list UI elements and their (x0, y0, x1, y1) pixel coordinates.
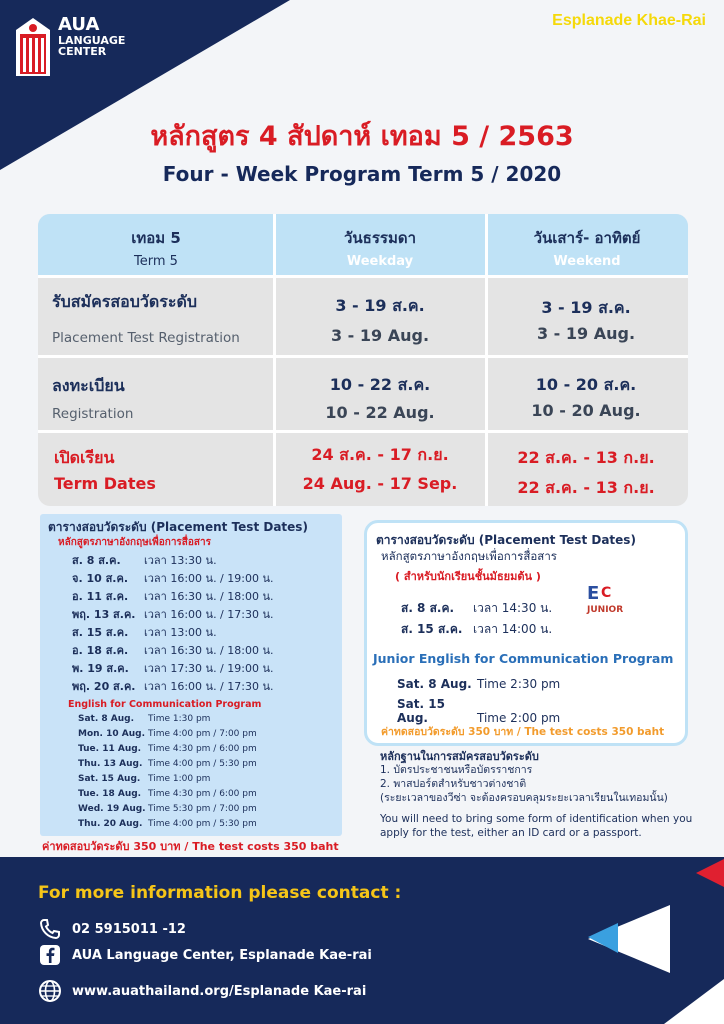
test-date: ส. 15 ส.ค. (401, 622, 463, 636)
test-date: พฤ. 20 ส.ค. (72, 680, 136, 693)
contact-facebook[interactable] (38, 943, 372, 967)
list-item (78, 804, 257, 814)
header-term (38, 214, 274, 276)
test-time: Time 5:30 pm / 7:00 pm (148, 804, 257, 814)
row-label-thai: เปิดเรียน (54, 448, 115, 467)
junior-placement-test-panel (364, 520, 688, 746)
list-item (78, 819, 257, 829)
weekend-value-thai: 10 - 20 ส.ค. (535, 375, 637, 394)
test-date: Sat. 15 Aug. (397, 697, 445, 725)
test-time: Time 4:00 pm / 5:30 pm (148, 819, 257, 829)
weekday-value-thai: 10 - 22 ส.ค. (329, 375, 431, 394)
list-item (72, 551, 217, 569)
list-item (78, 714, 210, 724)
header-weekend-th: วันเสาร์- อาทิตย์ (533, 229, 641, 247)
test-date: ส. 8 ส.ค. (401, 601, 455, 615)
logo-line-3: CENTER (58, 45, 107, 59)
header-weekday (274, 214, 486, 276)
test-date: Wed. 19 Aug. (78, 804, 146, 814)
header-weekday-th: วันธรรมดา (344, 229, 416, 247)
list-item (78, 759, 257, 769)
weekend-value-english: 10 - 20 Aug. (531, 401, 641, 420)
website-url: www.auathailand.org/Esplanade Kae-rai (72, 983, 367, 999)
list-item (78, 729, 257, 739)
test-time: Time 4:30 pm / 6:00 pm (148, 744, 257, 754)
test-time: Time 4:00 pm / 7:00 pm (148, 729, 257, 739)
panel-subheading: หลักสูตรภาษาอังกฤษเพื่อการสื่อสาร (381, 549, 557, 563)
test-date: Thu. 20 Aug. (78, 819, 143, 829)
test-date: ส. 8 ส.ค. (72, 554, 121, 567)
weekend-value-thai: 3 - 19 ส.ค. (541, 298, 631, 317)
panel-audience: ( สำหรับนักเรียนชั้นมัธยมต้น ) (395, 570, 541, 583)
program-label: English for Communication Program (68, 699, 262, 710)
logo-line-2: LANGUAGE (58, 33, 126, 47)
weekday-value-thai: 24 ส.ค. - 17 ก.ย. (311, 445, 449, 464)
row-label-thai: รับสมัครสอบวัดระดับ (52, 292, 197, 311)
test-date: Tue. 18 Aug. (78, 789, 142, 799)
facebook-page: AUA Language Center, Esplanade Kae-rai (72, 947, 372, 963)
test-date: Sat. 8 Aug. (78, 714, 135, 724)
test-date: Sat. 15 Aug. (78, 774, 141, 784)
list-item (72, 623, 217, 641)
phone-icon (38, 917, 62, 941)
program-label: Junior English for Communication Program (373, 651, 674, 666)
requirements-note: You will need to bring some form of identification when you apply for the test, either an ID card or a passport. (380, 813, 693, 839)
schedule-table (38, 214, 688, 506)
list-item (72, 587, 273, 605)
test-date: Tue. 11 Aug. (78, 744, 142, 754)
ec-logo-c: C (601, 585, 612, 601)
list-item (72, 641, 273, 659)
ec-logo-junior: JUNIOR (587, 605, 624, 615)
list-item (78, 789, 257, 799)
requirement-item: 2. พาสปอร์ตสำหรับชาวต่างชาติ (380, 777, 527, 790)
globe-icon (38, 979, 62, 1003)
header-weekday-en: Weekday (346, 254, 414, 269)
test-time: Time 1:00 pm (148, 774, 211, 784)
aua-logo (14, 16, 125, 78)
contact-website[interactable] (38, 979, 366, 1003)
row-label-english: Registration (52, 406, 134, 422)
list-item (72, 677, 273, 695)
weekday-value-english: 10 - 22 Aug. (325, 403, 435, 422)
list-item (78, 774, 210, 784)
header-term-en: Term 5 (134, 254, 178, 269)
test-time: เวลา 13:00 น. (144, 626, 217, 639)
page-title-thai: หลักสูตร 4 สัปดาห์ เทอม 5 / 2563 (150, 121, 574, 152)
row-label-thai: ลงทะเบียน (52, 376, 125, 395)
test-time: เวลา 16:00 น. / 17:30 น. (144, 608, 274, 621)
test-time: Time 4:30 pm / 6:00 pm (148, 789, 257, 799)
test-time: เวลา 16:30 น. / 18:00 น. (144, 644, 274, 657)
ec-junior-logo (583, 577, 639, 627)
test-date: Mon. 10 Aug. (78, 729, 145, 739)
test-fee-note: ค่าทดสอบวัดระดับ 350 บาท / The test costs 350 baht (42, 840, 339, 853)
ec-logo-e: E (587, 583, 600, 604)
facebook-icon (38, 943, 62, 967)
list-item (78, 744, 257, 754)
phone-number: 02 5915011 -12 (72, 921, 186, 937)
weekend-value-english: 22 ส.ค. - 13 ก.ย. (517, 478, 655, 497)
header-weekend (486, 214, 688, 276)
requirement-item: 1. บัตรประชาชนหรือบัตรราชการ (380, 764, 533, 777)
test-date: อ. 18 ส.ค. (72, 644, 129, 657)
test-date: Sat. 8 Aug. (397, 677, 472, 691)
test-time: Time 2:30 pm (477, 677, 561, 691)
test-time: เวลา 16:00 น. / 19:00 น. (144, 572, 274, 585)
footer-heading: For more information please contact : (38, 883, 402, 903)
table-header (38, 214, 688, 276)
test-date: พ. 19 ส.ค. (72, 662, 129, 675)
panel-subheading: หลักสูตรภาษาอังกฤษเพื่อการสื่อสาร (58, 537, 212, 548)
list-item (397, 697, 560, 725)
test-fee-note: ค่าทดสอบวัดระดับ 350 บาท / The test costs 350 baht (381, 726, 665, 738)
requirements-heading: หลักฐานในการสมัครสอบวัดระดับ (380, 750, 539, 763)
row-label-english: Term Dates (54, 474, 156, 493)
list-item (72, 659, 273, 677)
branch-name: Esplanade Khae-Rai (552, 12, 706, 29)
weekend-value-thai: 22 ส.ค. - 13 ก.ย. (517, 448, 655, 467)
weekend-value-english: 3 - 19 Aug. (536, 324, 636, 343)
weekday-value-english: 3 - 19 Aug. (330, 326, 430, 345)
list-item (397, 677, 560, 691)
panel-heading: ตารางสอบวัดระดับ (Placement Test Dates) (376, 533, 636, 547)
test-time: เวลา 14:30 น. (473, 601, 553, 615)
test-time: เวลา 16:30 น. / 18:00 น. (144, 590, 274, 603)
test-date: จ. 10 ส.ค. (72, 572, 129, 585)
divider (38, 275, 688, 278)
panel-heading: ตารางสอบวัดระดับ (Placement Test Dates) (48, 520, 308, 534)
test-time: เวลา 13:30 น. (144, 554, 217, 567)
test-time: เวลา 14:00 น. (473, 622, 553, 636)
decorative-triangles (588, 857, 724, 1024)
test-time: Time 2:00 pm (477, 711, 561, 725)
contact-phone[interactable] (38, 917, 186, 941)
logo-line-1: AUA (58, 14, 100, 35)
divider (38, 355, 688, 358)
row-label-english: Placement Test Registration (52, 330, 240, 346)
list-item (401, 599, 552, 618)
test-time: เวลา 17:30 น. / 19:00 น. (144, 662, 274, 675)
weekday-value-english: 24 Aug. - 17 Sep. (302, 474, 458, 493)
page-title-english: Four - Week Program Term 5 / 2020 (162, 162, 562, 186)
divider (38, 430, 688, 433)
aua-crest-icon (14, 16, 52, 78)
test-time: Time 1:30 pm (148, 714, 211, 724)
test-time: เวลา 16:00 น. / 17:30 น. (144, 680, 274, 693)
header-weekend-en: Weekend (553, 254, 621, 269)
list-item (72, 569, 273, 587)
test-date: Thu. 13 Aug. (78, 759, 143, 769)
requirements-section (380, 750, 700, 841)
header-term-th: เทอม 5 (131, 229, 181, 247)
test-date: พฤ. 13 ส.ค. (72, 608, 136, 621)
test-time: Time 4:00 pm / 5:30 pm (148, 759, 257, 769)
placement-test-dates-panel (40, 514, 342, 836)
list-item (401, 620, 552, 639)
test-date: อ. 11 ส.ค. (72, 590, 129, 603)
test-date: ส. 15 ส.ค. (72, 626, 129, 639)
weekday-value-thai: 3 - 19 ส.ค. (335, 296, 425, 315)
requirement-item: (ระยะเวลาของวีซ่า จะต้องครอบคลุมระยะเวลาเรียนในเทอมนั้น) (380, 791, 668, 804)
contact-footer (0, 857, 724, 1024)
list-item (72, 605, 273, 623)
